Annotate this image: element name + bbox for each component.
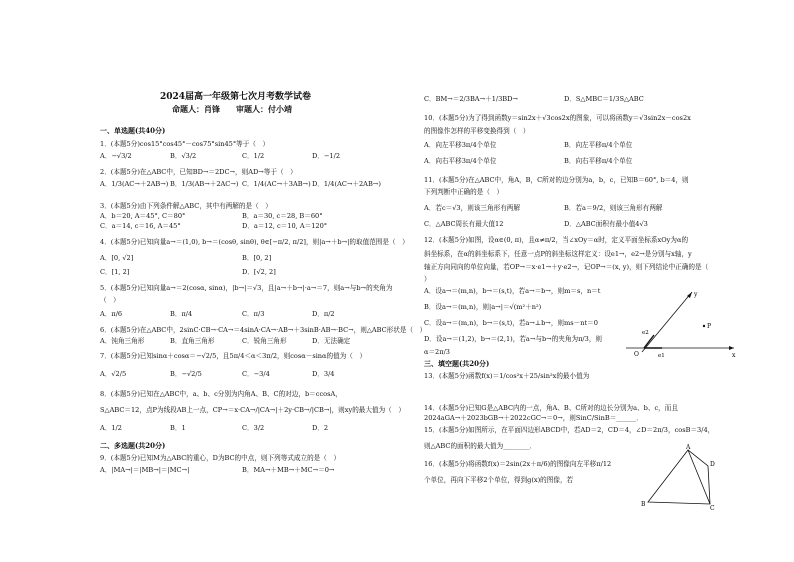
question-15: 15．(本题5分)如图所示，在平面四边形ABCD中，若AD＝2，CD＝4，∠D＝2π/3，cosB＝3/4，	[424, 426, 715, 434]
question-3: 3．(本题5分)由下列条件解△ABC，其中有两解的是（ ）	[100, 202, 272, 210]
q5-option-d: D．π/2	[312, 310, 335, 318]
q11-option-a: A．若c＝√3，则该三角形有两解	[424, 204, 520, 212]
e2-label: e2	[642, 330, 649, 336]
q7-option-b: B．−√2/5	[170, 370, 202, 378]
q11-option-c: C．△ABC周长有最大值12	[424, 220, 504, 228]
q6-option-b: B．直角三角形	[170, 337, 215, 345]
q2-option-a: A．1/3(AC→＋2AB→)	[100, 180, 169, 188]
q7-option-a: A．√2/5	[100, 370, 127, 378]
q3-option-b: B．a＝30, c＝28, B＝60°	[242, 212, 323, 220]
q12-option-d: D．设a→＝(1,2)，b→＝(2,1)，若a→与b→的夹角为π/3，则	[424, 335, 603, 343]
q12-option-c: C．设a→＝(m,n)，b→＝(s,t)，若a→⊥b→，则ms－nt＝0	[424, 319, 598, 327]
q2-option-d: D．1/4(AC→＋2AB→)	[312, 180, 381, 188]
q4-option-c: C．[1, 2]	[100, 268, 130, 276]
q6-option-c: C．锐角三角形	[242, 337, 287, 345]
question-7: 7．(本题5分)已知sinα＋cosα＝−√2/5，且5π/4＜α＜3π/2，则cosα－sinα的值为（ ）	[100, 352, 367, 360]
q1-option-a: A．−√3/2	[100, 152, 132, 160]
q10-option-a: A．向左平移3π/4个单位	[424, 141, 497, 149]
vertex-d: D	[710, 461, 715, 468]
question-2: 2．(本题5分)在△ABC中，已知BD→＝2DC→，则AD→等于（ ）	[100, 168, 297, 176]
q2-option-c: C．1/4(AC→＋3AB→)	[242, 180, 311, 188]
question-6: 6．(本题5分)在△ABC中，2sinC·CB→·CA→＝4sinA·CA→·AB→＋3sinB·AB→·BC→，则△ABC形状是（ ）	[100, 326, 427, 334]
vertex-b: B	[641, 501, 646, 508]
p-label: P	[707, 323, 712, 330]
q9-option-b: B．MA→＋MB→＋MC→＝0→	[242, 466, 335, 474]
question-13: 13．(本题5分)函数f(x)＝1/cos²x＋25/sin²x的最小值为	[424, 372, 590, 380]
e2-vector	[644, 335, 654, 348]
q3-option-a: A．b＝20, A＝45°, C＝80°	[100, 212, 186, 220]
q5-option-c: C．π/3	[242, 310, 265, 318]
question-14-cont: 2024aGA→＋2023bGB→＋2022cGC→＝0→，则SinC/SinB＝______．	[424, 414, 643, 422]
q3-option-c: C．a＝14, c＝16, A＝45°	[100, 222, 181, 230]
q10-option-c: A．向右平移3π/4个单位	[424, 157, 497, 165]
q8-option-b: B．1	[170, 424, 186, 432]
q9-option-a: A．|MA→|＝|MB→|＝|MC→|	[100, 466, 190, 474]
exam-title: 2024届高一年级第七次月考数学试卷	[160, 92, 312, 102]
q3-option-d: D．a＝12, c＝10, A＝120°	[242, 222, 328, 230]
y-axis-label: y	[694, 291, 698, 298]
y-axis	[642, 292, 692, 352]
quad-outline	[648, 450, 710, 504]
diagonal-ac	[688, 450, 710, 504]
question-9: 9．(本题5分)已知M为△ABC的重心，D为BC的中点，则下列等式成立的是（ ）	[100, 454, 341, 462]
question-10: 10．(本题5分)为了得到函数y＝sin2x＋√3cos2x的图象，可以将函数y＝√3sin2x－cos2x	[424, 114, 691, 122]
question-10-cont: 的图像作怎样的平移变换得到（ ）	[424, 127, 530, 135]
origin-label: O	[634, 351, 639, 358]
quadrilateral-figure	[640, 444, 720, 510]
q6-option-a: A．钝角三角形	[100, 337, 145, 345]
q9-option-d: D．S△MBC＝1/3S△ABC	[564, 95, 644, 103]
section-2-heading: 二、多选题(共20分)	[100, 441, 166, 450]
question-12-cont-2: 轴正方向同向的单位向量，若OP→＝x·e1→＋y·e2→，记OP→＝(x, y)，则下列结论中正确的是（	[424, 263, 709, 271]
q12-option-a: A．设a→＝(m,n)，b→＝(s,t)，若a→＝b→，则m＝s，n＝t	[424, 287, 601, 295]
exam-authors: 命题人：肖锋 审题人：付小靖	[172, 104, 292, 114]
question-16-cont: 个单位，再向下平移2个单位，得到g(x)的图像，若	[424, 476, 574, 484]
question-8-cont: S△ABC＝12，点P为线段AB上一点，CP→＝x·CA→/|CA→|＋2y·CB→/|CB→|，则xy的最大值为（ ）	[100, 406, 405, 414]
section-1-heading: 一、单选题(共40分)	[100, 126, 166, 135]
q11-option-d: D．△ABC面积有最小值4√3	[564, 220, 648, 228]
q7-option-c: C．−3/4	[242, 370, 270, 378]
q10-option-b: B．向左平移π/4个单位	[564, 141, 633, 149]
q1-option-c: C．1/2	[242, 152, 265, 160]
q4-option-d: D．[√2, 2]	[242, 268, 276, 276]
question-4: 4．(本题5分)已知向量a→＝(1,0), b→＝(cosθ, sinθ), θ∈[−π/2, π/2]，则|a→＋b→|的取值范围是（ ）	[100, 238, 409, 246]
q12-option-b: B．设a→＝(m,n)，则|a→|＝√(m²＋n²)	[424, 303, 542, 311]
point-p	[703, 325, 705, 327]
question-11: 11．(本题5分)在△ABC中，角A，B，C所对的边分别为a，b，c，已知B＝60°, b＝4，则	[424, 176, 689, 184]
q12-option-d-cont: α＝2π/3	[424, 348, 450, 356]
question-5-cont: （ ）	[100, 296, 120, 304]
q11-option-b: B．若a＝9/2，则该三角形有两解	[564, 204, 663, 212]
q4-option-b: B．[0, 2]	[242, 254, 272, 262]
vertex-c: C	[710, 505, 715, 510]
question-12: 12．(本题5分)如图，设α∈(0, π)，且α≠π/2，当∠xOy＝α时，定义平面坐标系xOy为α的	[424, 236, 689, 244]
q2-option-b: B．1/3(AB→＋2AC→)	[170, 180, 239, 188]
q5-option-b: B．π/4	[170, 310, 193, 318]
question-12-cont-1: 斜坐标系，在α的斜坐标系下，任意一点P的斜坐标这样定义：设e1→，e2→是分别与x轴，y	[424, 250, 692, 258]
question-16: 16．(本题5分)将函数f(x)＝2sin(2x＋π/6)的图像向左平移π/12	[424, 460, 612, 468]
q8-option-a: A．1/2	[100, 424, 122, 432]
q6-option-d: D．无法确定	[312, 337, 351, 345]
q8-option-d: D．2	[312, 424, 329, 432]
question-14: 14．(本题5分)已知G是△ABC内的一点，角A、B、C所对的边长分别为a、b、c，而且	[424, 404, 678, 412]
question-15-cont: 则△ABC的面积的最大值为________．	[424, 442, 537, 450]
question-5: 5．(本题5分)已知向量a→＝2(cosα, sinα)，|b→|＝√3，且|a→＋b→|·a→＝7，则a→与b→的夹角为	[100, 284, 393, 292]
x-axis-arrow	[729, 346, 734, 350]
q7-option-d: D．3/4	[312, 370, 335, 378]
q4-option-a: A．[0, √2]	[100, 254, 134, 262]
q1-option-b: B．√3/2	[170, 152, 197, 160]
e1-label: e1	[658, 353, 665, 359]
question-8: 8．(本题5分)已知在△ABC中，a、b、c分别为内角A、B、C的对边，b＝ccosA，	[100, 390, 342, 398]
question-11-cont: 下列判断中正确的是（ ）	[424, 188, 504, 196]
section-3-heading: 三、填空题(共20分)	[424, 359, 490, 368]
q9-option-c: C．BM→＝2/3BA→＋1/3BD→	[424, 95, 518, 103]
q5-option-a: A．π/6	[100, 310, 123, 318]
oblique-axes-figure	[620, 288, 738, 360]
q10-option-d: B．向右平移π/4个单位	[564, 157, 633, 165]
question-1: 1．(本题5分)cos15°cos45°－cos75°sin45°等于（ ）	[100, 140, 270, 148]
q1-option-d: D．−1/2	[312, 152, 341, 160]
vertex-a: A	[686, 444, 691, 451]
x-axis-label: x	[732, 352, 736, 359]
question-12-cont-3: ）	[424, 275, 431, 283]
q8-option-c: C．3/2	[242, 424, 265, 432]
